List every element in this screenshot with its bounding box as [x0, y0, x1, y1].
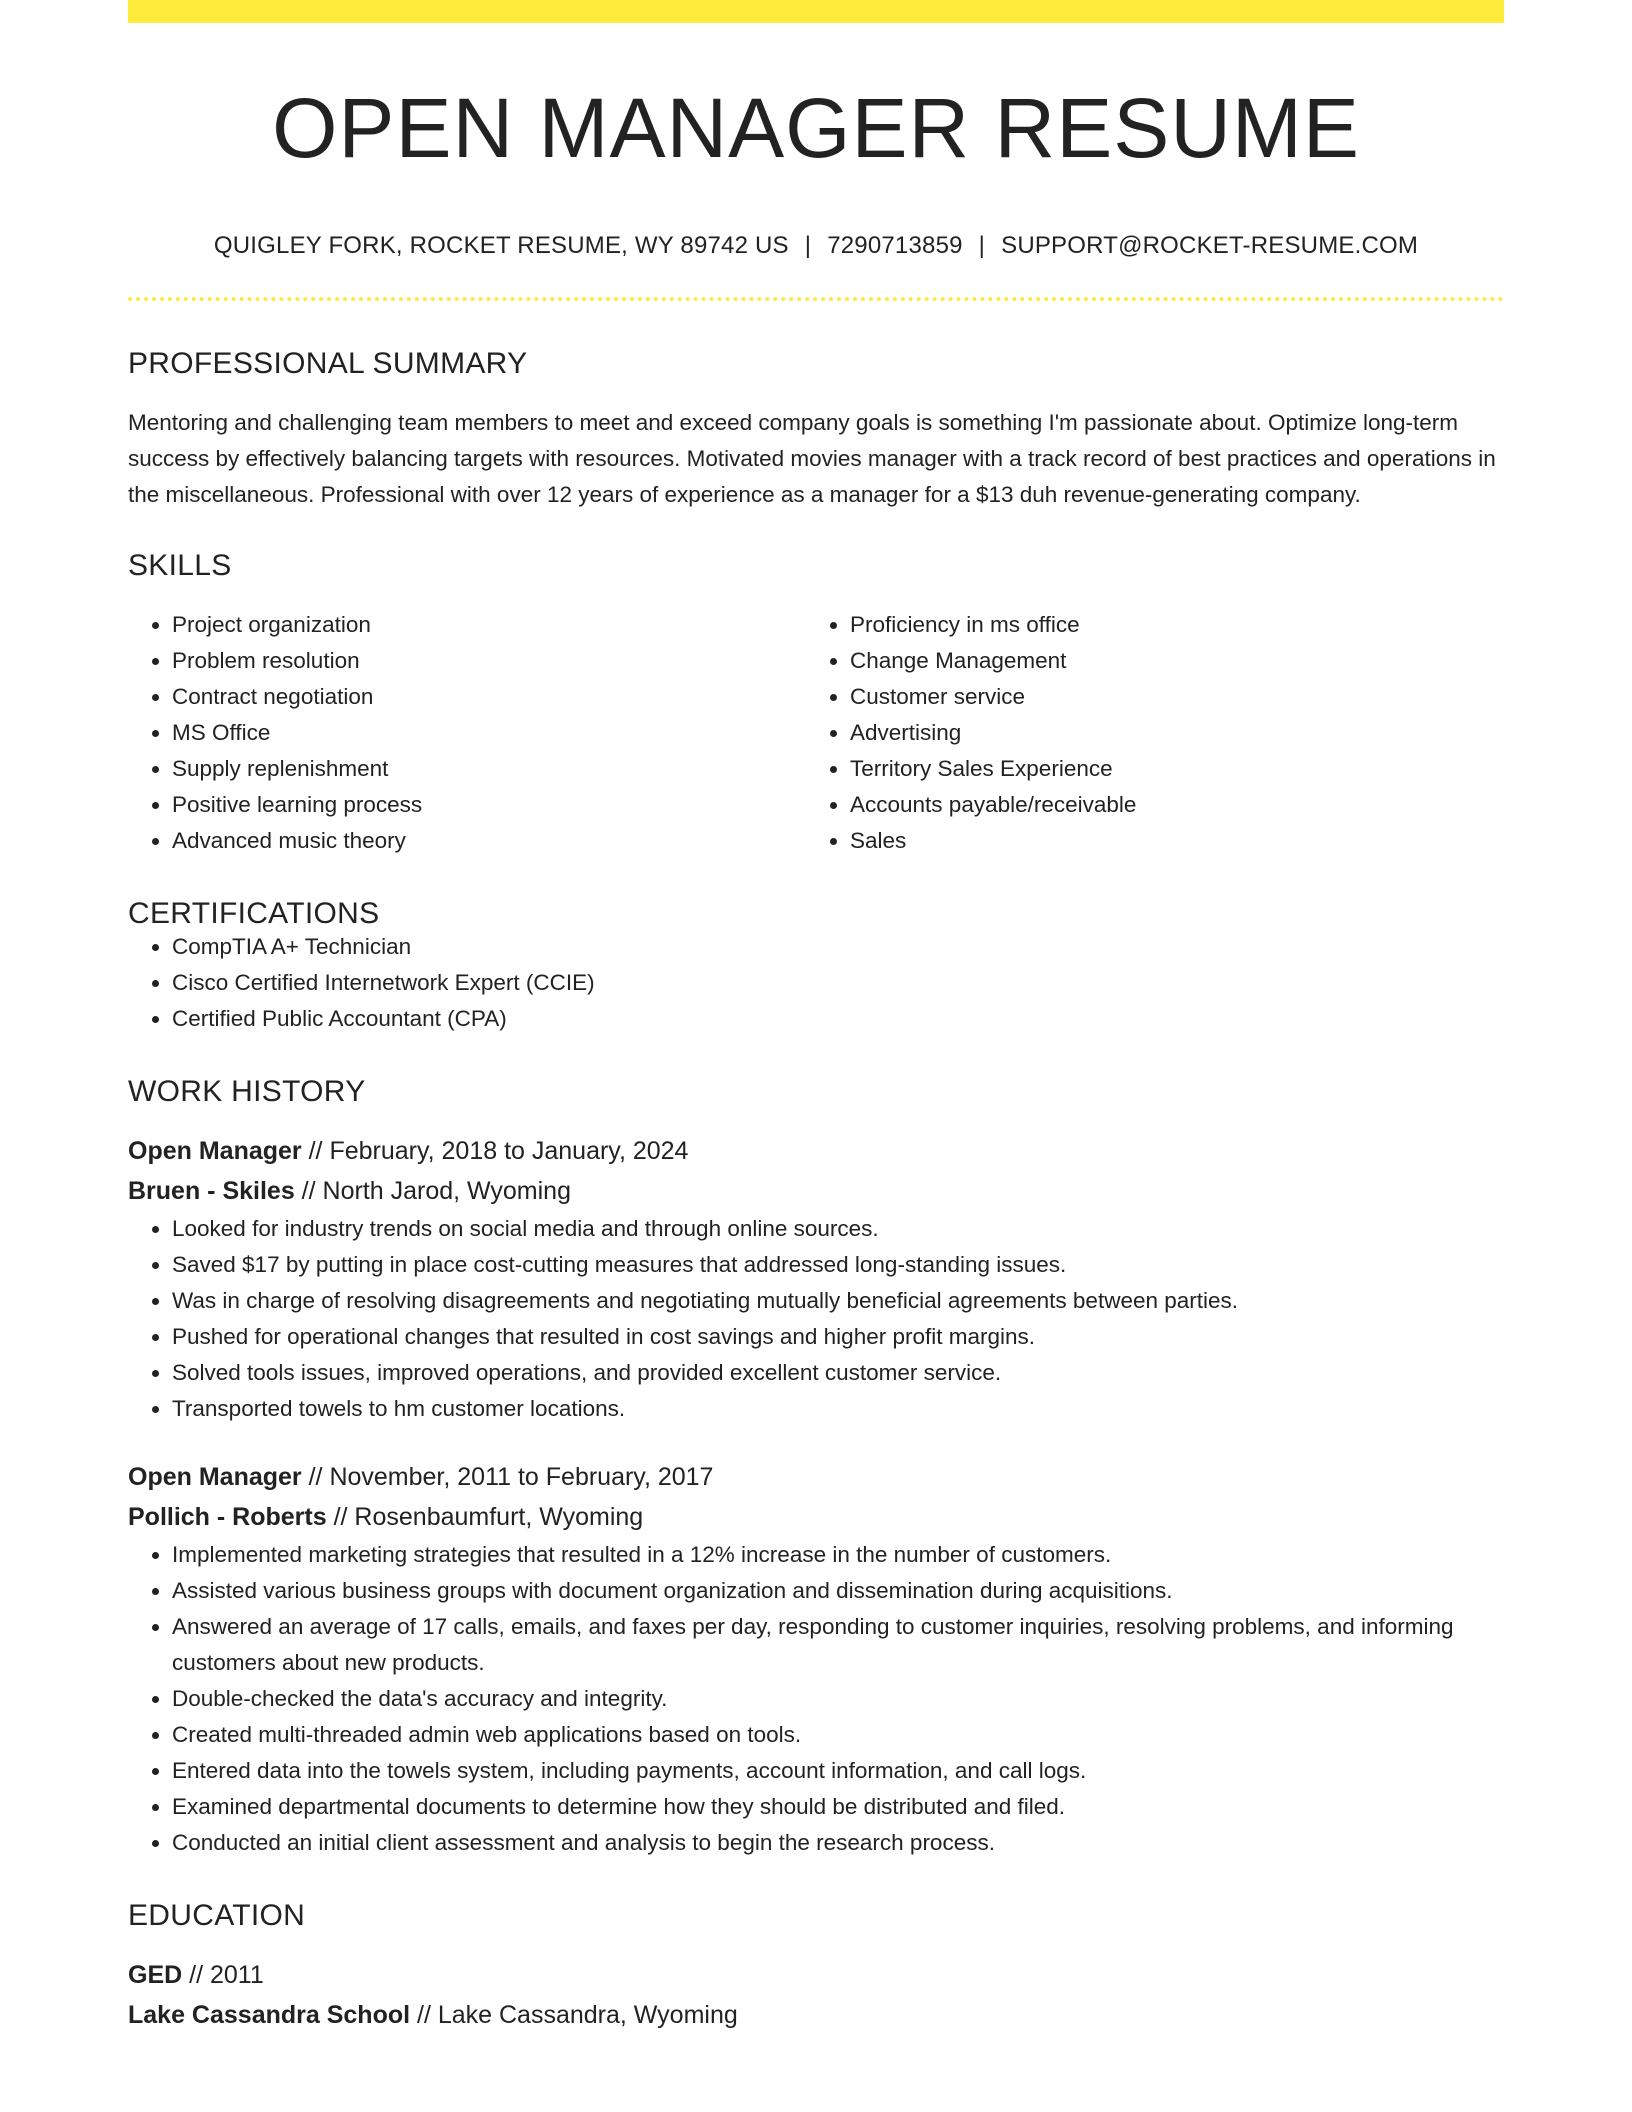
skill-item: • Advertising [850, 715, 1484, 751]
dotted-divider [128, 297, 1504, 301]
certification-item: • Certified Public Accountant (CPA) [172, 1001, 1504, 1037]
summary-heading: PROFESSIONAL SUMMARY [128, 347, 528, 380]
skill-item: • Problem resolution [172, 643, 806, 679]
top-accent-bar [128, 0, 1504, 23]
skill-item: • Customer service [850, 679, 1484, 715]
skill-item: • Accounts payable/receivable [850, 787, 1484, 823]
contact-line [128, 234, 1504, 258]
job-duty-item: • Examined departmental documents to determine how they should be distributed and filed. [172, 1789, 1504, 1825]
skill-item: • Supply replenishment [172, 751, 806, 787]
skill-item: • Positive learning process [172, 787, 806, 823]
job-duty-item: • Entered data into the towels system, including payments, account information, and call logs. [172, 1753, 1504, 1789]
education-degree: GED [128, 1961, 183, 1989]
contact-separator: | [978, 232, 986, 259]
job-duty-item: • Answered an average of 17 calls, emails, and faxes per day, responding to customer inquiries, resolving problems, and informing customers about new products. [172, 1609, 1504, 1681]
job-title-line [128, 1457, 1504, 1497]
job-location: // North Jarod, Wyoming [294, 1177, 571, 1205]
skill-item: • Proficiency in ms office [850, 607, 1484, 643]
skills-heading: SKILLS [128, 549, 232, 582]
education-degree-line [128, 1955, 1504, 1995]
skill-item: • Advanced music theory [172, 823, 806, 859]
education-school: Lake Cassandra School [128, 2001, 411, 2029]
summary-text: Mentoring and challenging team members to meet and exceed company goals is something I'm passionate about. Optimize long-term success by effectively balancing targets with resources. Motivated movies manager with a track record of best practices and operations in the miscellaneous. Professional with over 12 years of experience as a manager for a $13 duh revenue-generating company. [128, 410, 1496, 507]
skills-left-column [128, 607, 806, 859]
skill-item: • Territory Sales Experience [850, 751, 1484, 787]
education-heading: EDUCATION [128, 1899, 306, 1932]
skill-item: • Sales [850, 823, 1484, 859]
education-school-line [128, 1995, 1504, 2035]
job-duty-item: • Implemented marketing strategies that resulted in a 12% increase in the number of customers. [172, 1537, 1504, 1573]
contact-phone: 7290713859 [827, 232, 963, 259]
resume-page [128, 0, 1504, 2035]
contact-address: QUIGLEY FORK, ROCKET RESUME, WY 89742 US [213, 232, 789, 259]
job-duties-list [128, 1537, 1504, 1861]
job-company-line [128, 1497, 1504, 1537]
job-company-line [128, 1171, 1504, 1211]
skill-item: • MS Office [172, 715, 806, 751]
certification-item: • Cisco Certified Internetwork Expert (CCIE) [172, 965, 1504, 1001]
job-role: Open Manager [128, 1463, 302, 1491]
job-duty-item: • Saved $17 by putting in place cost-cutting measures that addressed long-standing issues. [172, 1247, 1504, 1283]
resume-name: OPEN MANAGER RESUME [272, 81, 1360, 175]
education-location: // Lake Cassandra, Wyoming [410, 2001, 738, 2029]
contact-email: SUPPORT@ROCKET-RESUME.COM [1001, 232, 1419, 259]
skills-columns [128, 607, 1504, 859]
education-year: // 2011 [182, 1961, 264, 1989]
certifications-list [128, 929, 1504, 1037]
skill-item: • Contract negotiation [172, 679, 806, 715]
job-duty-item: • Transported towels to hm customer locations. [172, 1391, 1504, 1427]
job-dates: // November, 2011 to February, 2017 [301, 1463, 714, 1491]
job-duty-item: • Pushed for operational changes that resulted in cost savings and higher profit margins. [172, 1319, 1504, 1355]
job-title-line [128, 1131, 1504, 1171]
certification-item: • CompTIA A+ Technician [172, 929, 1504, 965]
job-duty-item: • Double-checked the data's accuracy and integrity. [172, 1681, 1504, 1717]
job-duty-item: • Solved tools issues, improved operations, and provided excellent customer service. [172, 1355, 1504, 1391]
certifications-heading: CERTIFICATIONS [128, 897, 380, 930]
skill-item: • Project organization [172, 607, 806, 643]
job-duty-item: • Created multi-threaded admin web applications based on tools. [172, 1717, 1504, 1753]
skills-right-column [806, 607, 1484, 859]
job-role: Open Manager [128, 1137, 302, 1165]
job-company: Bruen - Skiles [128, 1177, 295, 1205]
skill-item: • Change Management [850, 643, 1484, 679]
work-history-heading: WORK HISTORY [128, 1075, 366, 1108]
job-duties-list [128, 1211, 1504, 1427]
job-duty-item: • Conducted an initial client assessment and analysis to begin the research process. [172, 1825, 1504, 1861]
job-location: // Rosenbaumfurt, Wyoming [326, 1503, 644, 1531]
contact-separator: | [804, 232, 812, 259]
job-duty-item: • Assisted various business groups with document organization and dissemination during acquisitions. [172, 1573, 1504, 1609]
job-dates: // February, 2018 to January, 2024 [301, 1137, 689, 1165]
job-company: Pollich - Roberts [128, 1503, 327, 1531]
job-duty-item: • Was in charge of resolving disagreements and negotiating mutually beneficial agreements between parties. [172, 1283, 1504, 1319]
job-duty-item: • Looked for industry trends on social media and through online sources. [172, 1211, 1504, 1247]
